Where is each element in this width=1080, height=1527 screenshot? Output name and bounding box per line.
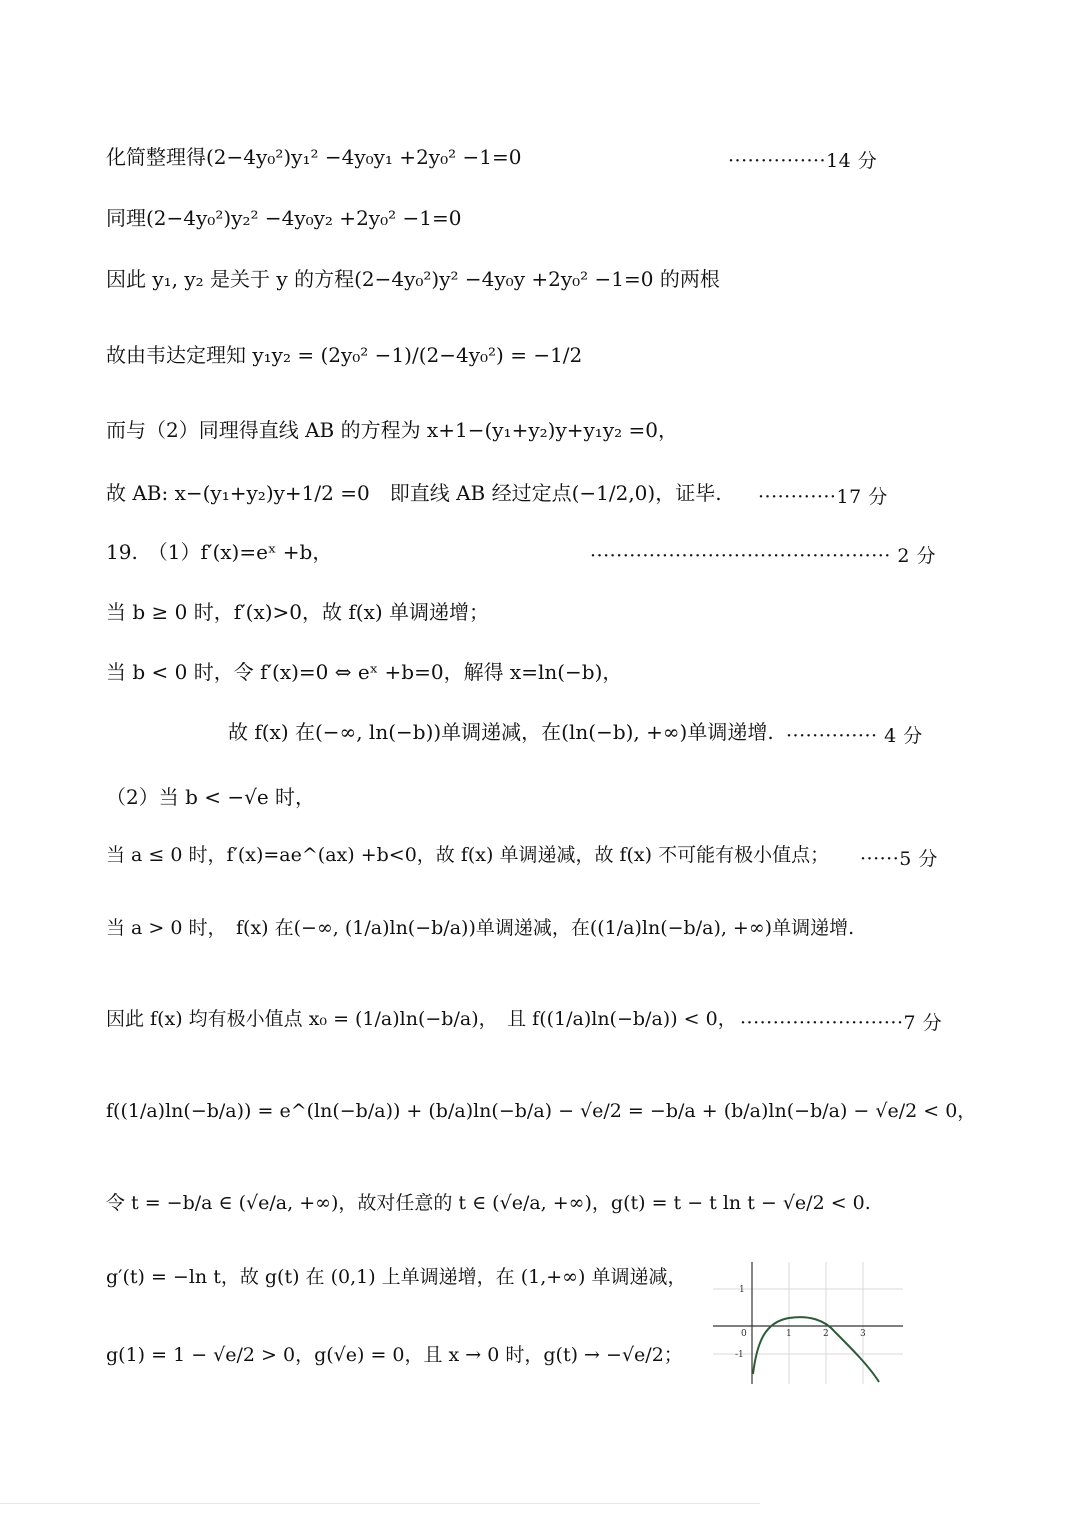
solution-line-16: 令 t = −b/a ∈ (√e/a, +∞)，故对任意的 t ∈ (√e/a, +∞)，g(t) = t − t ln t − √e/2 < 0. bbox=[106, 1192, 871, 1214]
graph-curve bbox=[753, 1317, 879, 1382]
solution-line-12: 当 a ≤ 0 时，f′(x)=ae^(ax) +b<0，故 f(x) 单调递减，故 f(x) 不可能有极小值点； bbox=[106, 844, 830, 866]
graph-tick-x1: 1 bbox=[786, 1329, 792, 1339]
function-graph bbox=[713, 1262, 903, 1384]
solution-line-5: 而与（2）同理得直线 AB 的方程为 x+1−(y₁+y₂)y+y₁y₂ =0， bbox=[106, 418, 678, 442]
graph-grid bbox=[713, 1262, 903, 1384]
solution-line-10: 故 f(x) 在(−∞, ln(−b))单调递减，在(ln(−b), +∞)单调递增. bbox=[228, 720, 774, 744]
score-14: ···············14 分 bbox=[728, 150, 878, 172]
solution-line-2: 同理(2−4y₀²)y₂² −4y₀y₂ +2y₀² −1=0 bbox=[106, 206, 462, 230]
score-5: ······5 分 bbox=[860, 848, 938, 870]
footer-rule bbox=[0, 1503, 760, 1504]
graph-tick-y1: 1 bbox=[739, 1285, 745, 1295]
score-7: ·························7 分 bbox=[740, 1012, 943, 1034]
graph-tick-x3: 3 bbox=[860, 1329, 866, 1339]
solution-line-7: 19. （1）f′(x)=eˣ +b， bbox=[106, 540, 333, 564]
score-4: ·············· 4 分 bbox=[786, 725, 923, 747]
solution-line-1: 化简整理得(2−4y₀²)y₁² −4y₀y₁ +2y₀² −1=0 bbox=[106, 145, 522, 169]
solution-line-18: g(1) = 1 − √e/2 > 0，g(√e) = 0，且 x → 0 时，g(t) → −√e/2； bbox=[106, 1344, 683, 1366]
graph-tick-x2: 2 bbox=[823, 1329, 829, 1339]
score-2: ·············································· 2 分 bbox=[590, 545, 936, 567]
solution-line-3: 因此 y₁, y₂ 是关于 y 的方程(2−4y₀²)y² −4y₀y +2y₀² −1=0 的两根 bbox=[106, 267, 720, 291]
solution-line-9: 当 b < 0 时，令 f′(x)=0 ⇔ eˣ +b=0，解得 x=ln(−b)， bbox=[106, 660, 623, 684]
graph-tick-ym1: -1 bbox=[735, 1350, 744, 1360]
solution-line-11: （2）当 b < −√e 时， bbox=[106, 785, 316, 809]
solution-line-13: 当 a > 0 时， f(x) 在(−∞, (1/a)ln(−b/a))单调递减，在((1/a)ln(−b/a), +∞)单调递增. bbox=[106, 917, 855, 939]
score-17: ············17 分 bbox=[758, 486, 888, 508]
graph-tick-0: 0 bbox=[741, 1329, 747, 1339]
solution-line-17: g′(t) = −ln t，故 g(t) 在 (0,1) 上单调递增，在 (1,+∞) 单调递减， bbox=[106, 1266, 687, 1288]
solution-line-4: 故由韦达定理知 y₁y₂ = (2y₀² −1)/(2−4y₀²) = −1/2 bbox=[106, 343, 583, 367]
solution-line-14: 因此 f(x) 均有极小值点 x₀ = (1/a)ln(−b/a)， 且 f((1/a)ln(−b/a)) < 0， bbox=[106, 1008, 737, 1030]
solution-line-15: f((1/a)ln(−b/a)) = e^(ln(−b/a)) + (b/a)ln(−b/a) − √e/2 = −b/a + (b/a)ln(−b/a) − √e/2 < 0， bbox=[106, 1100, 977, 1122]
solution-line-6: 故 AB: x−(y₁+y₂)y+1/2 =0 即直线 AB 经过定点(−1/2,0)，证毕. bbox=[106, 481, 722, 505]
solution-line-8: 当 b ≥ 0 时，f′(x)>0，故 f(x) 单调递增； bbox=[106, 600, 490, 624]
